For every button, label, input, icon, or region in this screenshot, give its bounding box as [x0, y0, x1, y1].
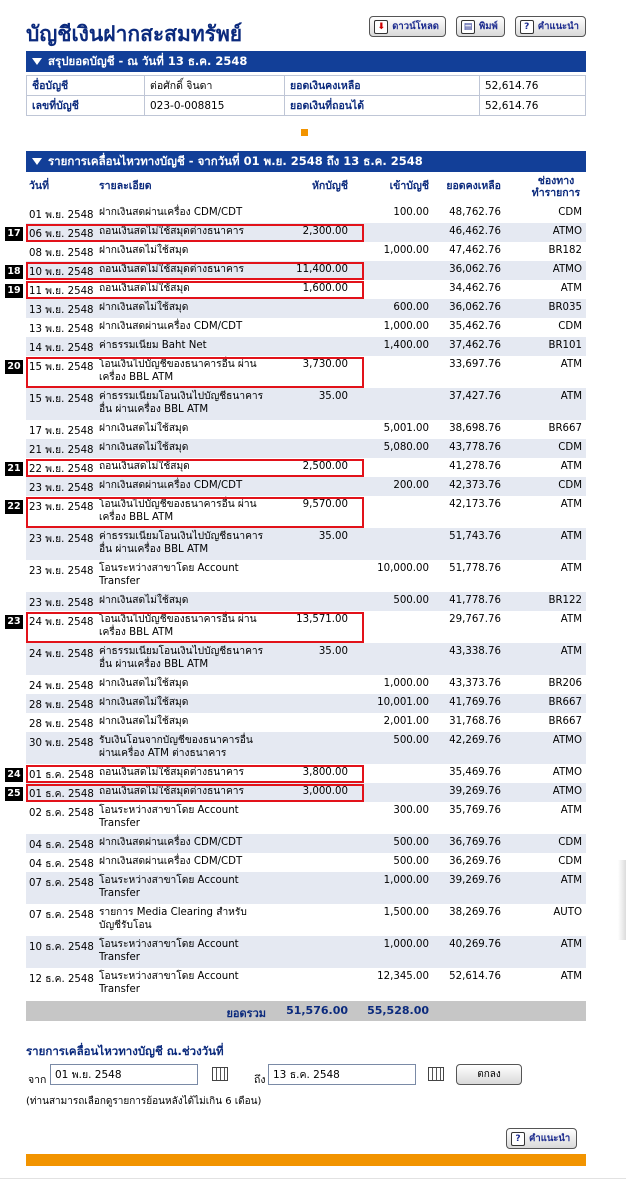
row-channel: CDM — [558, 856, 582, 867]
row-desc: ค่าธรรมเนียมโอนเงินไปบัญชีธนาคารอื่น ผ่านเครื่อง BBL ATM — [99, 391, 264, 415]
row-date: 10 ธ.ค. 2548 — [29, 942, 94, 953]
row-credit: 5,080.00 — [383, 442, 429, 453]
row-balance: 31,768.76 — [449, 716, 501, 727]
to-label: ถึง — [254, 1074, 266, 1086]
row-channel: ATM — [560, 971, 582, 982]
marker-number: 21 — [5, 462, 23, 476]
row-date: 23 พ.ย. 2548 — [29, 566, 94, 577]
from-date-input[interactable] — [50, 1064, 198, 1085]
transactions-column-header — [26, 172, 586, 204]
calendar-icon[interactable] — [428, 1067, 444, 1081]
row-channel: ATM — [560, 531, 582, 542]
row-balance: 38,269.76 — [449, 907, 501, 918]
row-debit: 2,300.00 — [302, 226, 348, 237]
row-credit: 500.00 — [393, 837, 429, 848]
row-channel: AUTO — [553, 907, 582, 918]
row-date: 24 พ.ย. 2548 — [29, 681, 94, 692]
table-row — [26, 420, 586, 439]
row-date: 13 พ.ย. 2548 — [29, 305, 94, 316]
table-row — [26, 560, 586, 592]
separator-dot — [301, 129, 308, 136]
marker-number: 17 — [5, 227, 23, 241]
row-channel: ATM — [560, 391, 582, 402]
table-row — [26, 356, 586, 388]
row-balance: 38,698.76 — [449, 423, 501, 434]
row-balance: 35,469.76 — [449, 767, 501, 778]
table-row — [26, 694, 586, 713]
summary-header-text: สรุปยอดบัญชี - ณ วันที่ 13 ธ.ค. 2548 — [48, 53, 248, 68]
row-desc: ฝากเงินสดไม่ใช้สมุด — [99, 423, 189, 434]
row-date: 01 ธ.ค. 2548 — [29, 770, 94, 781]
row-credit: 12,345.00 — [377, 971, 429, 982]
row-credit: 1,000.00 — [383, 321, 429, 332]
row-credit: 200.00 — [393, 480, 429, 491]
row-channel: BR122 — [548, 595, 582, 606]
row-balance: 41,769.76 — [449, 697, 501, 708]
row-date: 15 พ.ย. 2548 — [29, 362, 94, 373]
marker-number: 24 — [5, 768, 23, 782]
row-balance: 34,462.76 — [449, 283, 501, 294]
row-date: 23 พ.ย. 2548 — [29, 502, 94, 513]
row-channel: ATM — [560, 461, 582, 472]
row-desc: โอนระหว่างสาขาโดย Account Transfer — [99, 939, 239, 963]
row-balance: 47,462.76 — [449, 245, 501, 256]
marker-number: 19 — [5, 284, 23, 298]
row-desc: ค่าธรรมเนียม Baht Net — [99, 340, 207, 351]
row-desc: ถอนเงินสดไม่ใช้สมุดต่างธนาคาร — [99, 226, 245, 237]
row-credit: 300.00 — [393, 805, 429, 816]
row-balance: 29,767.76 — [449, 614, 501, 625]
row-desc: ถอนเงินสดไม่ใช้สมุดต่างธนาคาร — [99, 786, 245, 797]
marker-number: 18 — [5, 265, 23, 279]
marker-number: 23 — [5, 615, 23, 629]
row-channel: ATMO — [552, 264, 582, 275]
table-row — [26, 764, 586, 783]
row-desc: โอนเงินไปบัญชีของธนาคารอื่น ผ่านเครื่อง BBL ATM — [99, 499, 257, 523]
col-balance: ยอดคงเหลือ — [446, 180, 501, 192]
col-desc: รายละเอียด — [99, 180, 152, 192]
marker-number: 20 — [5, 360, 23, 374]
row-channel: ATMO — [552, 767, 582, 778]
account-no-value: 023-0-008815 — [145, 96, 285, 116]
table-row — [26, 936, 586, 968]
row-date: 30 พ.ย. 2548 — [29, 738, 94, 749]
help-label: คำแนะนำ — [529, 1133, 571, 1144]
row-balance: 43,373.76 — [449, 678, 501, 689]
row-balance: 42,269.76 — [449, 735, 501, 746]
row-debit: 11,400.00 — [296, 264, 348, 275]
row-debit: 3,800.00 — [302, 767, 348, 778]
row-channel: BR182 — [548, 245, 582, 256]
totals-row — [26, 1001, 586, 1021]
row-balance: 48,762.76 — [449, 207, 501, 218]
table-row — [26, 968, 586, 1000]
row-credit: 1,000.00 — [383, 678, 429, 689]
table-row — [26, 280, 586, 299]
row-channel: ATMO — [552, 786, 582, 797]
row-balance: 36,269.76 — [449, 856, 501, 867]
row-balance: 41,778.76 — [449, 595, 501, 606]
row-date: 01 พ.ย. 2548 — [29, 210, 94, 221]
table-row — [26, 528, 586, 560]
row-date: 12 ธ.ค. 2548 — [29, 974, 94, 985]
row-credit: 600.00 — [393, 302, 429, 313]
row-credit: 5,001.00 — [383, 423, 429, 434]
calendar-icon[interactable] — [212, 1067, 228, 1081]
row-date: 23 พ.ย. 2548 — [29, 483, 94, 494]
row-debit: 13,571.00 — [296, 614, 348, 625]
row-credit: 500.00 — [393, 735, 429, 746]
row-credit: 1,400.00 — [383, 340, 429, 351]
row-date: 28 พ.ย. 2548 — [29, 719, 94, 730]
footer-bar — [26, 1154, 586, 1166]
row-date: 24 พ.ย. 2548 — [29, 617, 94, 628]
table-row — [26, 204, 586, 223]
summary-table — [26, 75, 586, 116]
row-credit: 10,000.00 — [377, 563, 429, 574]
row-channel: CDM — [558, 837, 582, 848]
row-desc: ฝากเงินสดไม่ใช้สมุด — [99, 302, 189, 313]
row-credit: 100.00 — [393, 207, 429, 218]
row-date: 24 พ.ย. 2548 — [29, 649, 94, 660]
marker-number: 25 — [5, 787, 23, 801]
table-row — [26, 611, 586, 643]
row-credit: 500.00 — [393, 595, 429, 606]
footer-divider — [0, 1178, 626, 1179]
row-debit: 35.00 — [318, 391, 348, 402]
question-icon: ? — [511, 1132, 525, 1146]
row-channel: ATMO — [552, 735, 582, 746]
row-balance: 46,462.76 — [449, 226, 501, 237]
table-row — [26, 802, 586, 834]
balance-label: ยอดเงินคงเหลือ — [285, 76, 480, 96]
table-row — [26, 318, 586, 337]
triangle-down-icon — [32, 158, 42, 165]
row-credit: 500.00 — [393, 856, 429, 867]
submit-button[interactable]: ตกลง — [456, 1064, 522, 1085]
row-desc: ค่าธรรมเนียมโอนเงินไปบัญชีธนาคารอื่น ผ่านเครื่อง BBL ATM — [99, 646, 264, 670]
marker-number: 22 — [5, 500, 23, 514]
row-desc: โอนระหว่างสาขาโดย Account Transfer — [99, 563, 239, 587]
row-desc: ถอนเงินสดไม่ใช้สมุดต่างธนาคาร — [99, 767, 245, 778]
row-desc: ฝากเงินสดผ่านเครื่อง CDM/CDT — [99, 480, 243, 491]
row-desc: ฝากเงินสดผ่านเครื่อง CDM/CDT — [99, 321, 243, 332]
page-title: บัญชีเงินฝากสะสมทรัพย์ — [26, 22, 243, 46]
row-credit: 2,001.00 — [383, 716, 429, 727]
row-credit: 1,500.00 — [383, 907, 429, 918]
table-row — [26, 477, 586, 496]
printer-icon: ▤ — [461, 20, 475, 34]
col-credit: เข้าบัญชี — [389, 180, 429, 192]
table-row — [26, 713, 586, 732]
available-label: ยอดเงินที่ถอนได้ — [285, 96, 480, 116]
row-date: 23 พ.ย. 2548 — [29, 598, 94, 609]
table-row — [26, 261, 586, 280]
row-channel: CDM — [558, 321, 582, 332]
row-date: 22 พ.ย. 2548 — [29, 464, 94, 475]
table-row — [26, 592, 586, 611]
row-debit: 1,600.00 — [302, 283, 348, 294]
row-debit: 3,000.00 — [302, 786, 348, 797]
row-date: 23 พ.ย. 2548 — [29, 534, 94, 545]
row-date: 07 ธ.ค. 2548 — [29, 878, 94, 889]
row-channel: ATM — [560, 939, 582, 950]
row-channel: BR101 — [548, 340, 582, 351]
transactions-header — [26, 151, 586, 172]
range-header: รายการเคลื่อนไหวทางบัญชี ณ.ช่วงวันที่ — [26, 1044, 224, 1058]
row-desc: ฝากเงินสดผ่านเครื่อง CDM/CDT — [99, 856, 243, 867]
row-desc: ถอนเงินสดไม่ใช้สมุดต่างธนาคาร — [99, 264, 245, 275]
row-channel: BR667 — [548, 423, 582, 434]
col-channel: ช่องทาง ทำรายการ — [531, 175, 581, 199]
download-label: ดาวน์โหลด — [392, 21, 439, 32]
help-button-bottom[interactable] — [506, 1128, 577, 1149]
row-channel: BR667 — [548, 716, 582, 727]
row-date: 15 พ.ย. 2548 — [29, 394, 94, 405]
row-channel: CDM — [558, 480, 582, 491]
row-channel: ATM — [560, 563, 582, 574]
download-button[interactable] — [369, 16, 446, 37]
help-label: คำแนะนำ — [537, 21, 579, 32]
row-channel: CDM — [558, 442, 582, 453]
row-balance: 51,778.76 — [449, 563, 501, 574]
row-balance: 37,427.76 — [449, 391, 501, 402]
row-balance: 40,269.76 — [449, 939, 501, 950]
row-desc: โอนเงินไปบัญชีของธนาคารอื่น ผ่านเครื่อง BBL ATM — [99, 614, 257, 638]
table-row — [26, 904, 586, 936]
row-credit: 1,000.00 — [383, 875, 429, 886]
row-debit: 35.00 — [318, 646, 348, 657]
table-row — [26, 223, 586, 242]
table-row — [26, 439, 586, 458]
row-credit: 1,000.00 — [383, 245, 429, 256]
row-balance: 33,697.76 — [449, 359, 501, 370]
print-button[interactable] — [456, 16, 505, 37]
row-balance: 42,373.76 — [449, 480, 501, 491]
row-desc: โอนเงินไปบัญชีของธนาคารอื่น ผ่านเครื่อง BBL ATM — [99, 359, 257, 383]
row-desc: ฝากเงินสดไม่ใช้สมุด — [99, 442, 189, 453]
row-channel: ATM — [560, 614, 582, 625]
row-date: 11 พ.ย. 2548 — [29, 286, 94, 297]
row-balance: 39,269.76 — [449, 875, 501, 886]
col-debit: หักบัญชี — [311, 180, 348, 192]
row-desc: ฝากเงินสดไม่ใช้สมุด — [99, 595, 189, 606]
row-debit: 9,570.00 — [302, 499, 348, 510]
row-date: 07 ธ.ค. 2548 — [29, 910, 94, 921]
triangle-down-icon — [32, 58, 42, 65]
row-date: 02 ธ.ค. 2548 — [29, 808, 94, 819]
row-desc: ค่าธรรมเนียมโอนเงินไปบัญชีธนาคารอื่น ผ่านเครื่อง BBL ATM — [99, 531, 264, 555]
row-date: 21 พ.ย. 2548 — [29, 445, 94, 456]
row-channel: BR035 — [548, 302, 582, 313]
row-desc: ถอนเงินสดไม่ใช้สมุด — [99, 283, 190, 294]
row-debit: 2,500.00 — [302, 461, 348, 472]
table-row — [26, 834, 586, 853]
row-balance: 41,278.76 — [449, 461, 501, 472]
table-row — [26, 388, 586, 420]
row-credit: 10,001.00 — [377, 697, 429, 708]
row-date: 06 พ.ย. 2548 — [29, 229, 94, 240]
table-row — [26, 675, 586, 694]
col-date: วันที่ — [29, 180, 49, 192]
table-row — [26, 458, 586, 477]
available-value: 52,614.76 — [480, 96, 586, 116]
row-desc: โอนระหว่างสาขาโดย Account Transfer — [99, 875, 239, 899]
row-channel: BR667 — [548, 697, 582, 708]
row-balance: 37,462.76 — [449, 340, 501, 351]
row-channel: ATM — [560, 359, 582, 370]
row-desc: ฝากเงินสดผ่านเครื่อง CDM/CDT — [99, 207, 243, 218]
row-balance: 36,062.76 — [449, 302, 501, 313]
table-row — [26, 732, 586, 764]
table-row — [26, 643, 586, 675]
row-desc: ฝากเงินสดไม่ใช้สมุด — [99, 716, 189, 727]
row-channel: ATM — [560, 283, 582, 294]
date-range-form — [26, 1064, 586, 1088]
row-date: 14 พ.ย. 2548 — [29, 343, 94, 354]
row-desc: รายการ Media Clearing สำหรับบัญชีรับโอน — [99, 907, 247, 931]
row-channel: ATM — [560, 499, 582, 510]
to-date-input[interactable] — [268, 1064, 416, 1085]
table-row — [26, 783, 586, 802]
row-date: 04 ธ.ค. 2548 — [29, 840, 94, 851]
table-row — [26, 872, 586, 904]
row-desc: โอนระหว่างสาขาโดย Account Transfer — [99, 971, 239, 995]
row-desc: รับเงินโอนจากบัญชีของธนาคารอื่น ผ่านเครื่อง ATM ต่างธนาคาร — [99, 735, 253, 759]
total-credit: 55,528.00 — [367, 1004, 429, 1017]
range-note: (ท่านสามารถเลือกดูรายการย้อนหลังได้ไม่เกิน 6 เดือน) — [26, 1096, 262, 1107]
row-desc: ฝากเงินสดไม่ใช้สมุด — [99, 678, 189, 689]
account-name-label: ชื่อบัญชี — [27, 76, 145, 96]
row-debit: 3,730.00 — [302, 359, 348, 370]
table-row — [26, 242, 586, 261]
table-row — [26, 337, 586, 356]
row-channel: ATMO — [552, 226, 582, 237]
question-icon: ? — [520, 20, 534, 34]
row-date: 28 พ.ย. 2548 — [29, 700, 94, 711]
row-date: 01 ธ.ค. 2548 — [29, 789, 94, 800]
row-debit: 35.00 — [318, 531, 348, 542]
top-toolbar — [369, 16, 586, 37]
table-row — [26, 299, 586, 318]
row-balance: 52,614.76 — [449, 971, 501, 982]
download-icon: ⬇ — [374, 20, 388, 34]
table-row — [26, 853, 586, 872]
table-row — [26, 496, 586, 528]
summary-header — [26, 51, 586, 72]
from-label: จาก — [28, 1074, 47, 1086]
transactions-header-text: รายการเคลื่อนไหวทางบัญชี - จากวันที่ 01 พ.ย. 2548 ถึง 13 ธ.ค. 2548 — [48, 153, 423, 168]
row-balance: 36,769.76 — [449, 837, 501, 848]
print-label: พิมพ์ — [478, 21, 498, 32]
row-channel: CDM — [558, 207, 582, 218]
total-debit: 51,576.00 — [286, 1004, 348, 1017]
row-balance: 35,462.76 — [449, 321, 501, 332]
balance-value: 52,614.76 — [480, 76, 586, 96]
row-date: 17 พ.ย. 2548 — [29, 426, 94, 437]
row-channel: ATM — [560, 875, 582, 886]
scroll-shadow — [618, 860, 626, 940]
row-balance: 43,338.76 — [449, 646, 501, 657]
row-date: 10 พ.ย. 2548 — [29, 267, 94, 278]
row-desc: ฝากเงินสดไม่ใช้สมุด — [99, 245, 189, 256]
total-label: ยอดรวม — [226, 1007, 266, 1020]
row-date: 13 พ.ย. 2548 — [29, 324, 94, 335]
row-desc: โอนระหว่างสาขาโดย Account Transfer — [99, 805, 239, 829]
row-balance: 43,778.76 — [449, 442, 501, 453]
account-name-value: ต่อศักดิ์ จินดา — [145, 76, 285, 96]
row-balance: 36,062.76 — [449, 264, 501, 275]
row-date: 08 พ.ย. 2548 — [29, 248, 94, 259]
row-desc: ฝากเงินสดไม่ใช้สมุด — [99, 697, 189, 708]
row-balance: 39,269.76 — [449, 786, 501, 797]
row-desc: ถอนเงินสดไม่ใช้สมุด — [99, 461, 190, 472]
row-channel: BR206 — [548, 678, 582, 689]
row-balance: 42,173.76 — [449, 499, 501, 510]
row-channel: ATM — [560, 646, 582, 657]
help-button[interactable] — [515, 16, 586, 37]
row-balance: 35,769.76 — [449, 805, 501, 816]
row-balance: 51,743.76 — [449, 531, 501, 542]
row-credit: 1,000.00 — [383, 939, 429, 950]
row-channel: ATM — [560, 805, 582, 816]
row-date: 04 ธ.ค. 2548 — [29, 859, 94, 870]
account-no-label: เลขที่บัญชี — [27, 96, 145, 116]
row-desc: ฝากเงินสดผ่านเครื่อง CDM/CDT — [99, 837, 243, 848]
